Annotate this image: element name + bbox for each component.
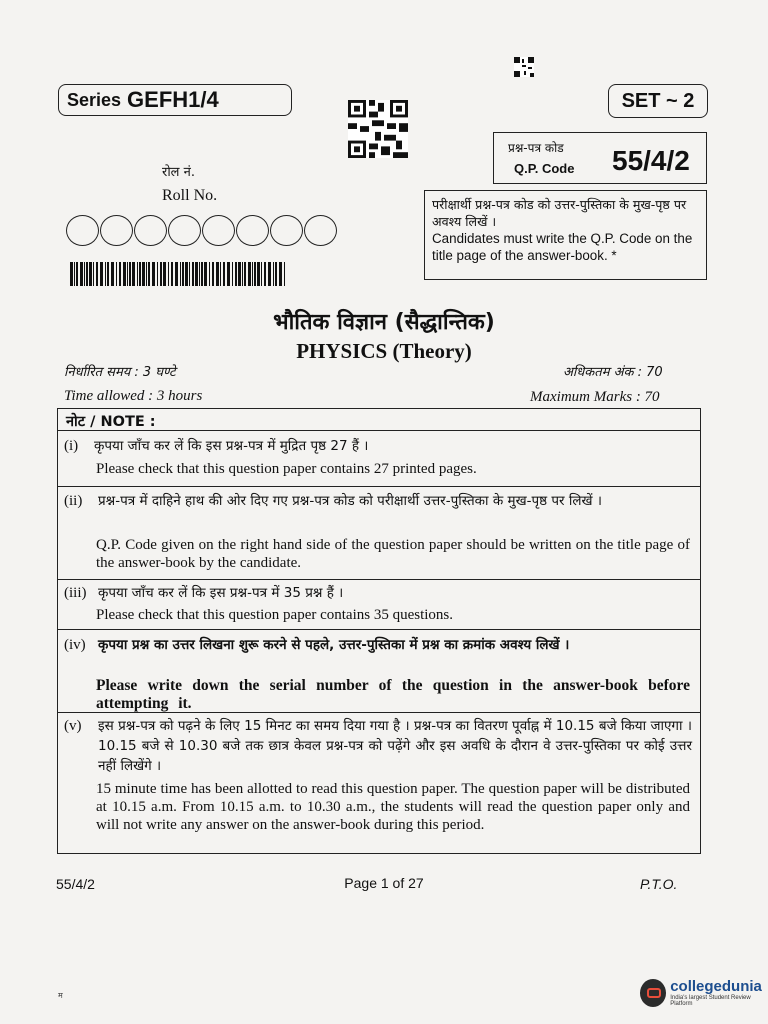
roll-label-hi: रोल नं. (162, 165, 195, 180)
note-item-number: (iv) (64, 637, 86, 653)
note-item-en: Please write down the serial number of the question in the answer-book before attempting it. (96, 677, 690, 712)
series-box (58, 84, 292, 116)
series-value: GEFH1/4 (127, 87, 219, 112)
max-marks-en: Maximum Marks : 70 (530, 389, 660, 405)
collegedunia-logo-icon (640, 979, 666, 1007)
note-item (58, 488, 700, 580)
note-item-hi: इस प्रश्न-पत्र को पढ़ने के लिए 15 मिनट का समय दिया गया है । प्रश्न-पत्र का वितरण पूर्वाह्न में 10.15 बजे किया जाएगा । 10.15 बजे से 10.30 बजे तक छात्र केवल प्रश्न-पत्र को पढ़ेंगे और इस अवधि के दौरान वे उत्तर-पुस्तिका पर कोई उत्तर नहीं लिखेंगे । (98, 718, 692, 774)
roll-digit-box[interactable] (270, 215, 303, 246)
note-item (58, 581, 700, 630)
subject-title-en: PHYSICS (Theory) (296, 339, 472, 363)
pto-label: P.T.O. (640, 876, 678, 892)
time-allowed-hi: निर्धारित समय : 3 घण्टे (64, 365, 176, 380)
roll-digit-box[interactable] (66, 215, 99, 246)
note-item-hi: कृपया प्रश्न का उत्तर लिखना शुरू करने से पहले, उत्तर-पुस्तिका में प्रश्न का क्रमांक अवश्य लिखें । (98, 637, 570, 653)
note-item-number: (v) (64, 718, 82, 734)
qp-code-box (493, 132, 707, 184)
roll-digit-box[interactable] (100, 215, 133, 246)
note-item-number: (iii) (64, 585, 87, 601)
qp-code: 55/4/2 (612, 145, 690, 176)
candidate-note-en: Candidates must write the Q.P. Code on the title page of the answer-book. * (432, 231, 693, 263)
note-heading: नोट / NOTE : (58, 409, 700, 431)
roll-digit-box[interactable] (168, 215, 201, 246)
qp-label-en: Q.P. Code (514, 161, 575, 176)
note-item-hi: कृपया जाँच कर लें कि इस प्रश्न-पत्र में 35 प्रश्न हैं । (98, 585, 344, 601)
logo-tagline: India's largest Student Review Platform (670, 995, 751, 1007)
note-item-number: (i) (64, 438, 79, 454)
roll-label-en: Roll No. (162, 187, 218, 204)
page-number: Page 1 of 27 (344, 875, 424, 891)
candidate-note-box (424, 190, 707, 280)
subject-title-hi: भौतिक विज्ञान (सैद्धान्तिक) (273, 310, 495, 335)
note-item-en: Q.P. Code given on the right hand side of the question paper should be written on the title page of the answer-book by the candidate. (96, 537, 690, 571)
note-item-number: (ii) (64, 493, 83, 509)
roll-digit-box[interactable] (134, 215, 167, 246)
max-marks-hi: अधिकतम अंक : 70 (563, 365, 663, 380)
candidate-note-hi: परीक्षार्थी प्रश्न-पत्र कोड को उत्तर-पुस्तिका के मुख-पृष्ठ पर अवश्य लिखें । (432, 197, 687, 229)
set-box: SET ~ 2 (608, 84, 708, 118)
note-table (57, 408, 701, 854)
qr-code-icon (514, 57, 534, 77)
roll-digit-box[interactable] (304, 215, 337, 246)
note-item-en: 15 minute time has been allotted to read this question paper. The question paper will be distributed at 10.15 a.m. From 10.15 a.m. to 10.30 a.m., the students will read the question paper only and will not write any answer on the answer-book during this period. (96, 781, 690, 833)
note-item (58, 714, 700, 853)
qp-label-hi: प्रश्न-पत्र कोड (508, 141, 564, 155)
note-item-hi: प्रश्न-पत्र में दाहिने हाथ की ओर दिए गए प्रश्न-पत्र कोड को परीक्षार्थी उत्तर-पुस्तिका के मुख-पृष्ठ पर लिखें । (98, 493, 602, 509)
collegedunia-logo (640, 978, 768, 1007)
note-item-en: Please check that this question paper contains 35 questions. (96, 607, 454, 623)
note-item-hi: कृपया जाँच कर लें कि इस प्रश्न-पत्र में मुद्रित पृष्ठ 27 हैं । (94, 438, 369, 454)
note-item-en: Please check that this question paper contains 27 printed pages. (96, 461, 477, 477)
qr-code-icon (348, 100, 408, 158)
logo-name: collegedunia (670, 978, 762, 995)
footer-qp-code: 55/4/2 (56, 876, 95, 892)
barcode-icon (70, 262, 286, 286)
note-item (58, 631, 700, 713)
page-mark: म (58, 991, 63, 1000)
roll-digit-box[interactable] (236, 215, 269, 246)
note-item (58, 432, 700, 487)
time-allowed-en: Time allowed : 3 hours (64, 388, 203, 404)
roll-digit-box[interactable] (202, 215, 235, 246)
roll-number-boxes (66, 215, 337, 246)
series-label: Series (67, 89, 122, 110)
